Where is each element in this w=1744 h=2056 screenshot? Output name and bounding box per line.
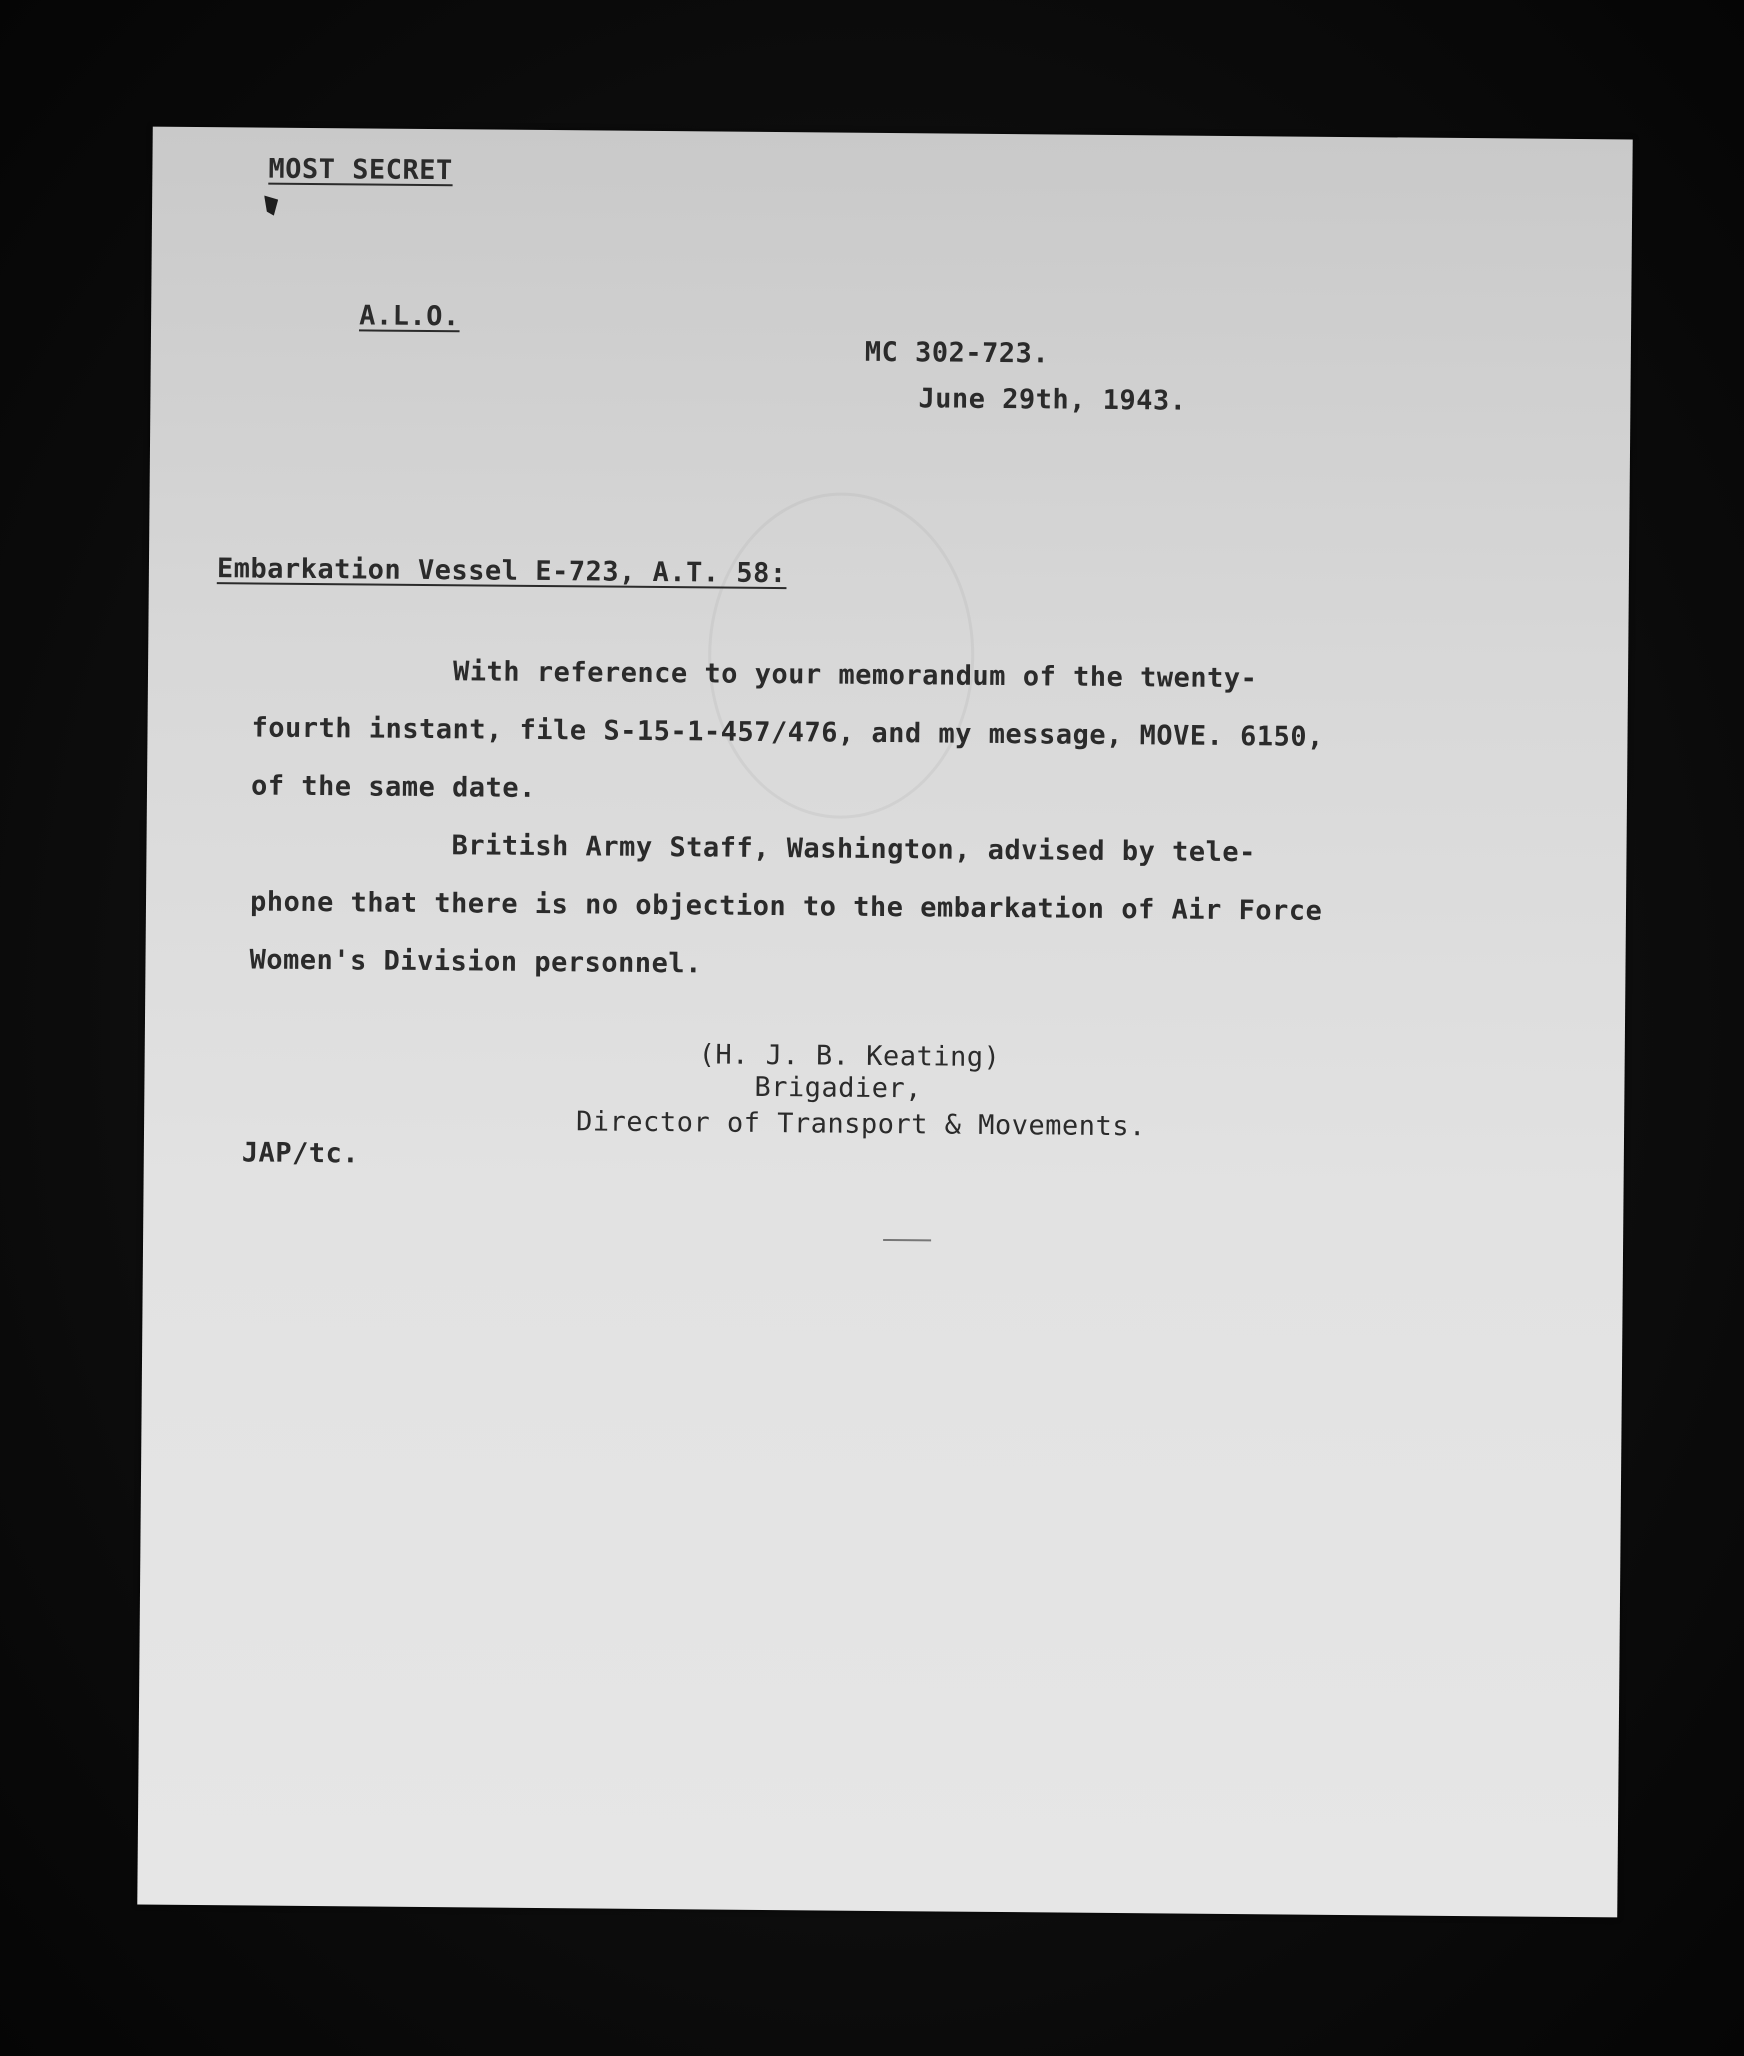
subject-line: Embarkation Vessel E-723, A.T. 58: bbox=[216, 553, 787, 590]
signatory-title: Director of Transport & Movements. bbox=[575, 1106, 1146, 1143]
document-page bbox=[137, 127, 1632, 1918]
addressee: A.L.O. bbox=[359, 300, 460, 333]
classification-label: MOST SECRET bbox=[268, 153, 453, 187]
typist-initials: JAP/tc. bbox=[241, 1137, 360, 1170]
divider-mark bbox=[883, 1239, 931, 1241]
reference-number: MC 302-723. bbox=[864, 336, 1050, 370]
body-paragraph-2: British Army Staff, Washington, advised by tele- phone that there is no objection to the embarkation of Air Force Women's Division personnel. bbox=[249, 828, 1323, 980]
signatory-rank: Brigadier, bbox=[754, 1071, 923, 1105]
body-paragraph-1: With reference to your memorandum of the twenty- fourth instant, file S-15-1-457/476, and my message, MOVE. 6150, of the same date. bbox=[250, 654, 1324, 804]
signatory-name: (H. J. B. Keating) bbox=[698, 1039, 1001, 1074]
letter-date: June 29th, 1943. bbox=[918, 383, 1187, 417]
ink-mark bbox=[264, 196, 278, 216]
